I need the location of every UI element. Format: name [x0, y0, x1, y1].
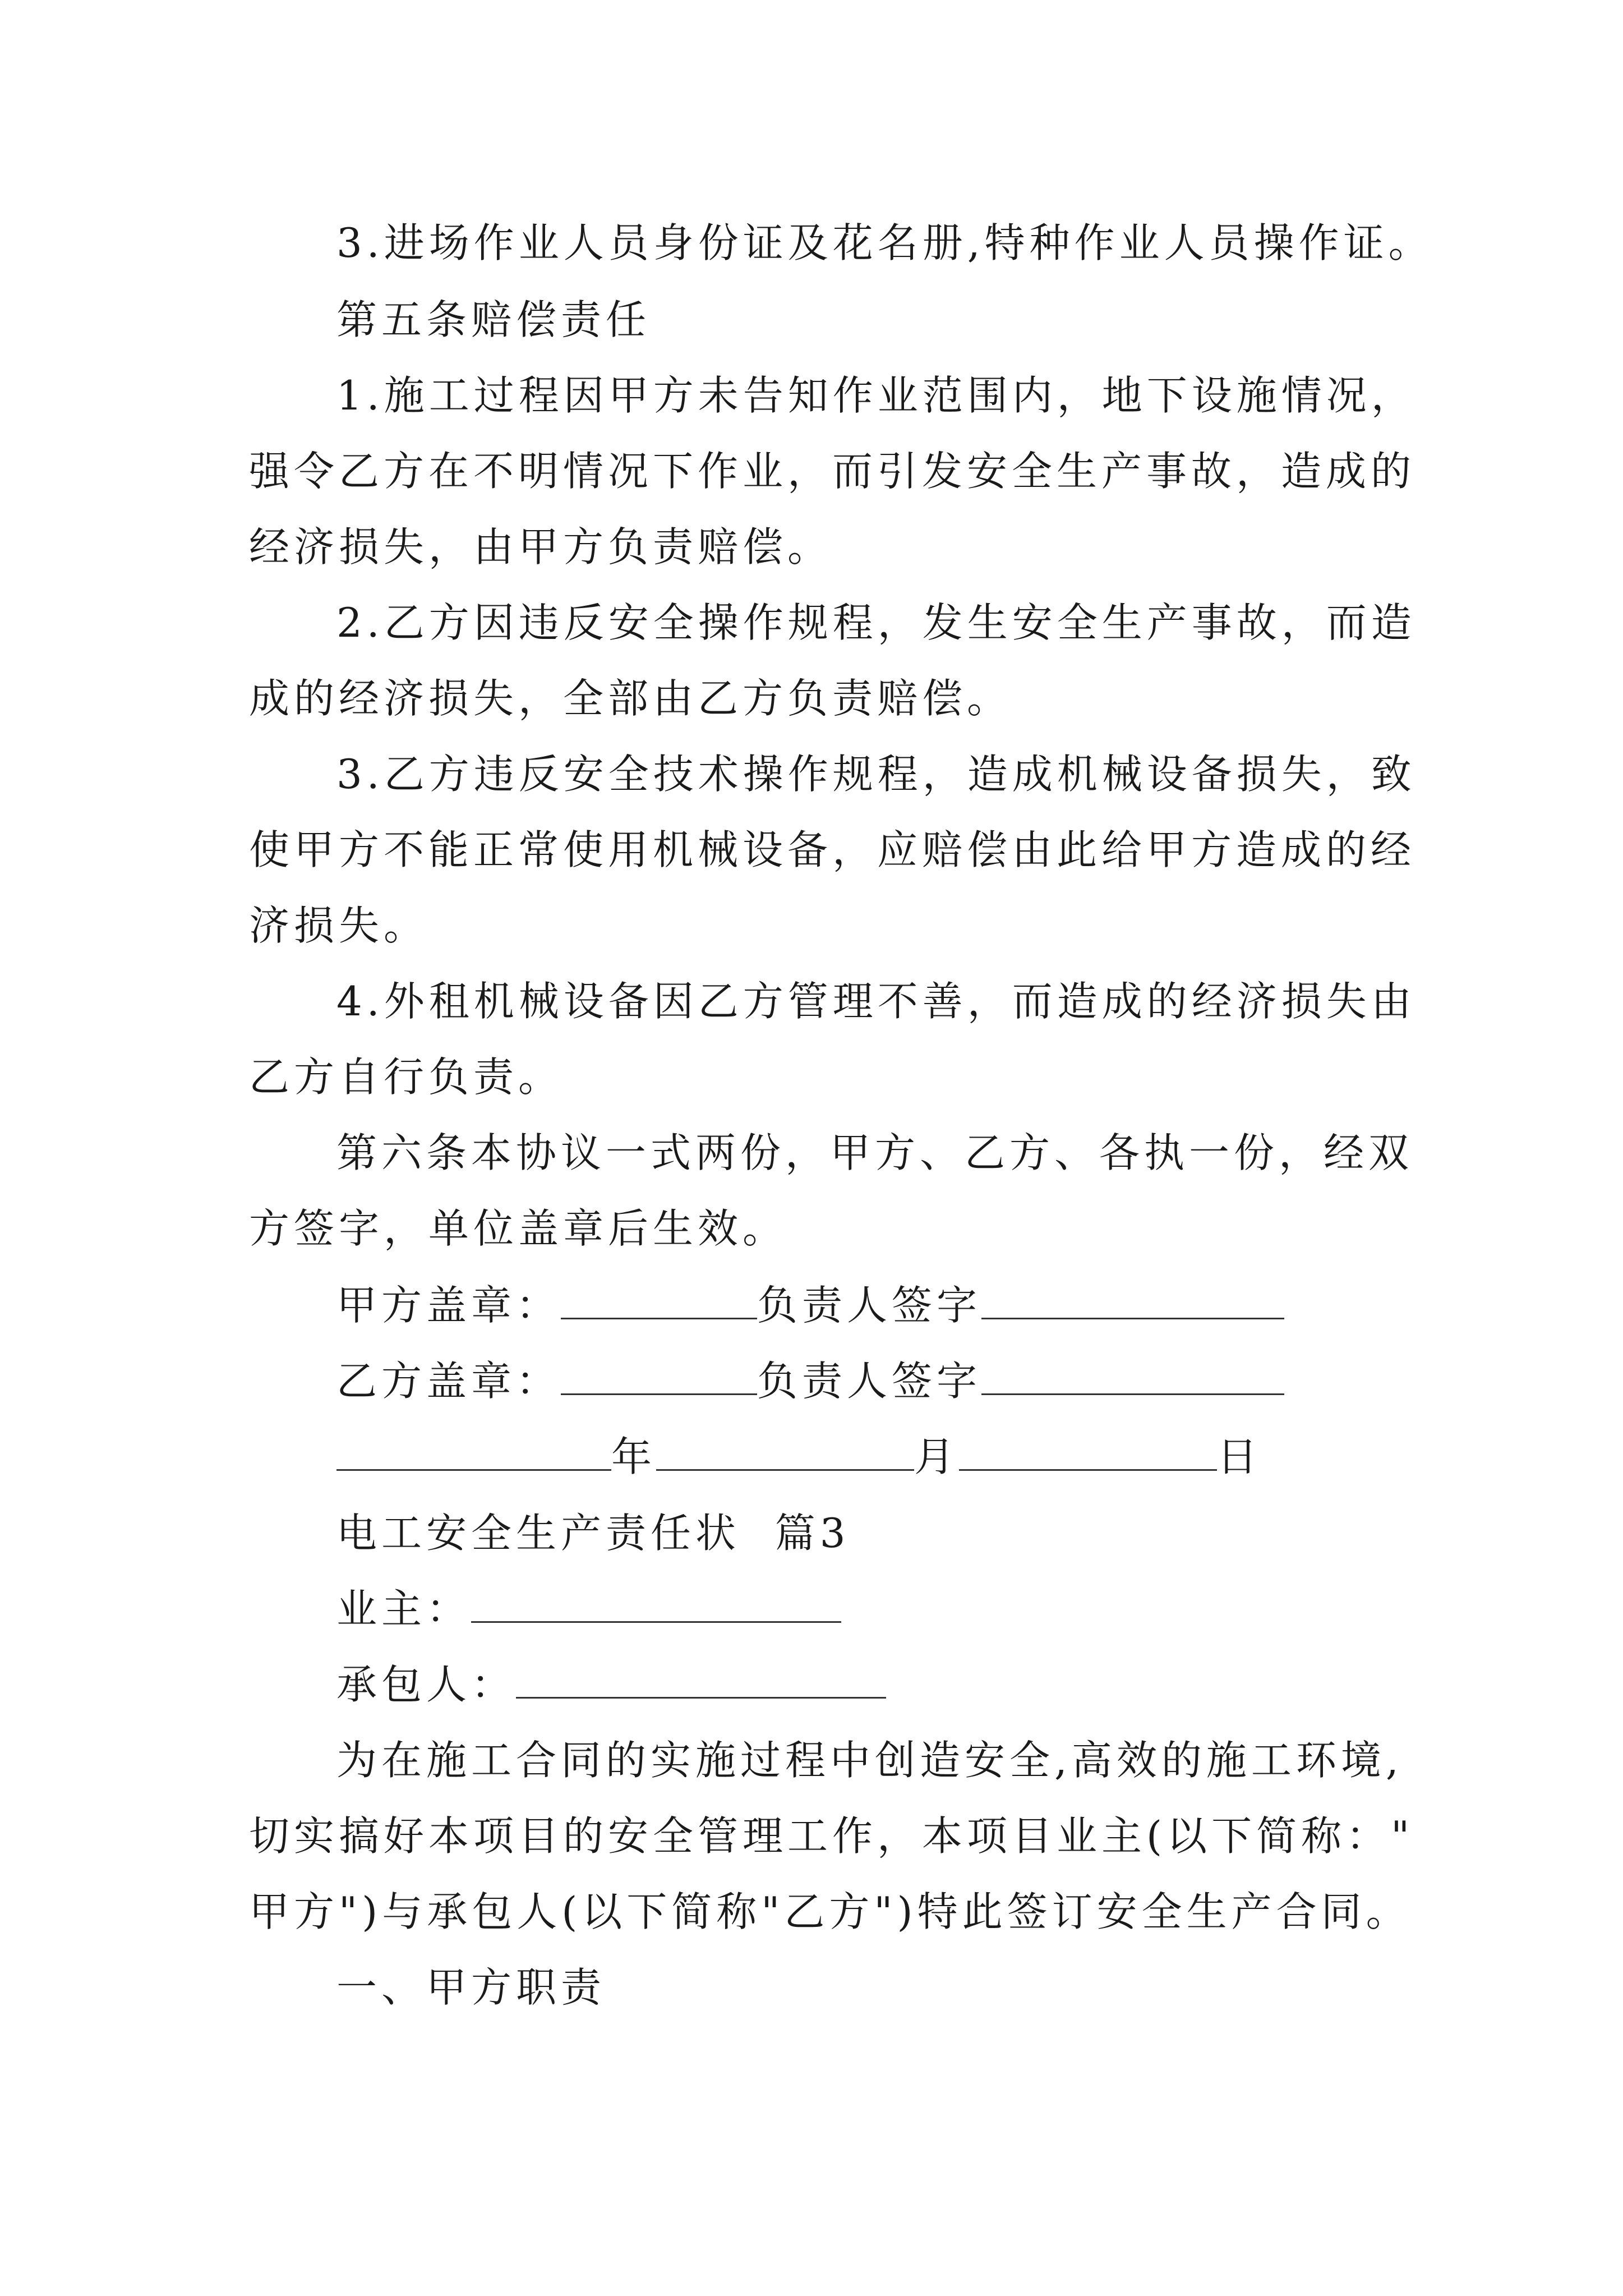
party-a-sign-label: 负责人签字 [757, 1282, 982, 1329]
month-blank [656, 1432, 914, 1471]
paragraph-line: 经济损失，由甲方负责赔偿。 [249, 523, 833, 570]
day-blank [959, 1432, 1217, 1471]
paragraph-line: 第六条本协议一式两份，甲方、乙方、各执一份，经双 [336, 1129, 1414, 1176]
contractor-label: 承包人： [336, 1661, 517, 1708]
paragraph-line: 甲方")与承包人(以下简称"乙方")特此签订安全生产合同。 [249, 1888, 1411, 1935]
owner-blank [471, 1584, 841, 1623]
section-heading: 一、甲方职责 [336, 1964, 606, 2011]
contractor-row [336, 1659, 886, 1710]
contractor-blank [516, 1660, 886, 1699]
paragraph-line: 为在施工合同的实施过程中创造安全,高效的施工环境, [336, 1737, 1403, 1784]
paragraph-line: 济损失。 [249, 902, 429, 949]
paragraph-line: 3.进场作业人员身份证及花名册,特种作业人员操作证。 [336, 219, 1433, 266]
paragraph-line: 切实搞好本项目的安全管理工作，本项目业主(以下简称：" [249, 1812, 1414, 1860]
paragraph-line: 1.施工过程因甲方未告知作业范围内，地下设施情况， [336, 372, 1416, 419]
year-blank [336, 1432, 611, 1471]
paragraph-line: 2.乙方因违反安全操作规程，发生安全生产事故，而造 [336, 599, 1416, 646]
party-b-signature-row [336, 1356, 1284, 1406]
party-a-seal-blank [561, 1281, 757, 1319]
paragraph-line: 方签字，单位盖章后生效。 [249, 1205, 788, 1252]
party-b-seal-label: 乙方盖章： [336, 1358, 561, 1405]
paragraph-line: 乙方自行负责。 [249, 1053, 564, 1101]
month-label: 月 [914, 1433, 960, 1480]
day-label: 日 [1217, 1433, 1262, 1480]
party-a-seal-label: 甲方盖章： [336, 1282, 561, 1329]
party-b-seal-blank [561, 1356, 757, 1395]
owner-label: 业主： [336, 1585, 472, 1632]
party-a-signature-row [336, 1280, 1284, 1331]
paragraph-line: 强令乙方在不明情况下作业，而引发安全生产事故，造成的 [249, 448, 1416, 495]
paragraph-line: 成的经济损失，全部由乙方负责赔偿。 [249, 675, 1012, 722]
party-b-sign-label: 负责人签字 [757, 1358, 982, 1405]
paragraph-line: 使甲方不能正常使用机械设备，应赔偿由此给甲方造成的经 [249, 826, 1416, 873]
party-b-sign-blank [981, 1356, 1284, 1395]
year-label: 年 [611, 1433, 657, 1480]
party-a-sign-blank [981, 1281, 1284, 1319]
section-title: 电工安全生产责任状 篇3 [336, 1510, 850, 1557]
paragraph-line: 3.乙方违反安全技术操作规程，造成机械设备损失，致 [336, 751, 1416, 798]
article-heading: 第五条赔偿责任 [336, 296, 651, 343]
owner-row [336, 1584, 841, 1634]
paragraph-line: 4.外租机械设备因乙方管理不善，而造成的经济损失由 [336, 978, 1416, 1025]
date-row [336, 1432, 1262, 1482]
